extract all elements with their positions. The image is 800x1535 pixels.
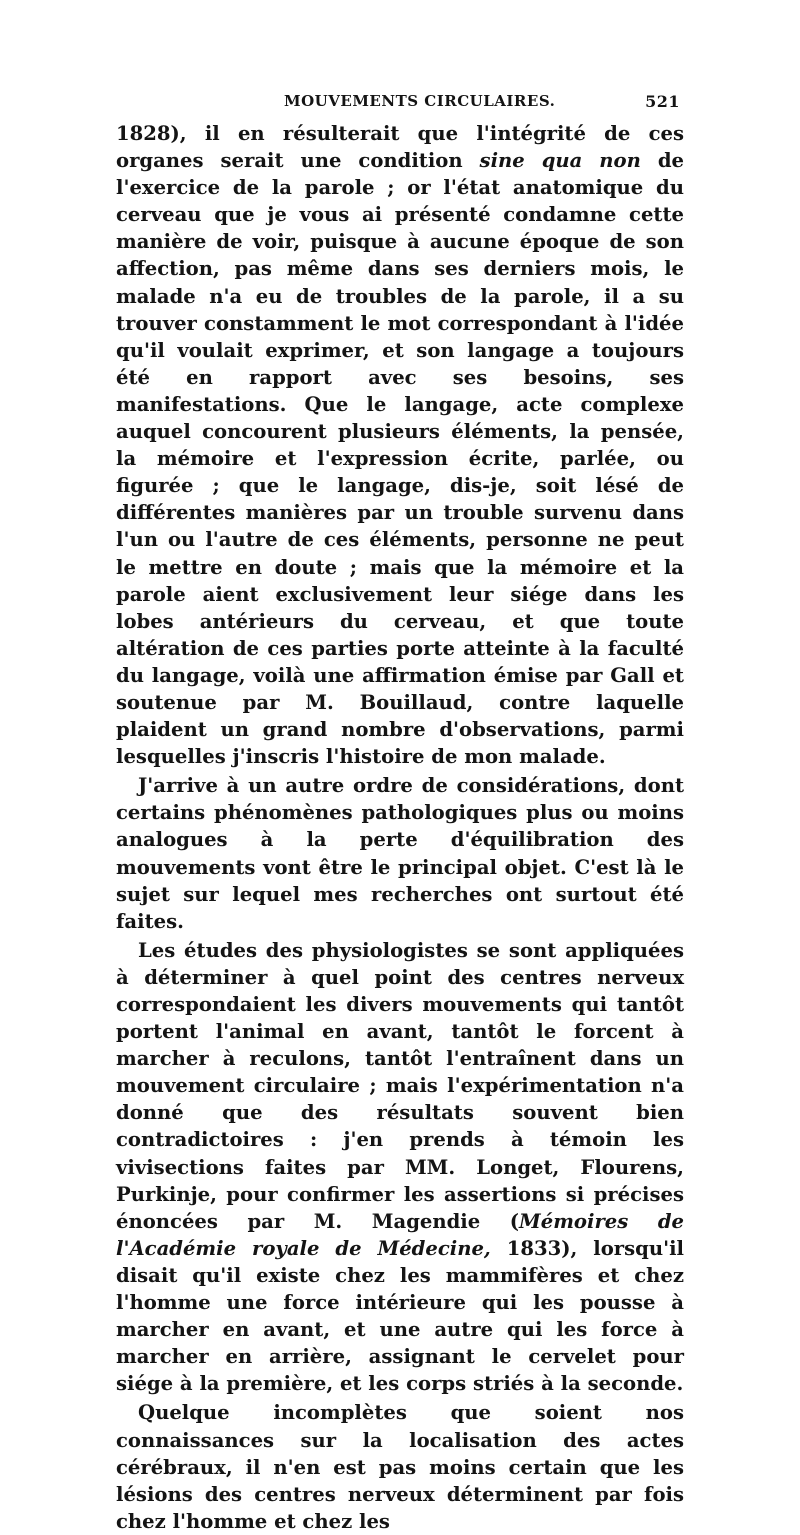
paragraph-3-part-2: 1833), lorsqu'il disait qu'il existe chez les mammifères et chez l'homme une force intérieure qui les pousse à marcher en avant, et une autre qui les force à marcher en arrière, assignant le cervelet pour siége à la première, et les corps striés à la seconde.	[116, 1236, 684, 1396]
running-head	[116, 92, 684, 116]
paragraph-4: Quelque incomplètes que soient nos connaissances sur la localisation des actes cérébraux, il n'en est pas moins certain que les lésions des centres nerveux déterminent par fois chez l'homme et chez les	[116, 1401, 684, 1533]
paragraph-2: J'arrive à un autre ordre de considérations, dont certains phénomènes pathologiques plus ou moins analogues à la perte d'équilibration des mouvements vont être le principal objet. C'est là le sujet sur lequel mes recherches ont surtout été faites.	[116, 774, 684, 933]
body-text	[116, 120, 684, 1535]
book-page	[116, 92, 684, 1533]
citation-title: Mémoires de l'Académie royale de Médecine,	[116, 1209, 684, 1260]
paragraph-1-part-1: 1828), il en résulterait que l'intégrité de ces organes serait une condition	[116, 122, 684, 173]
latin-phrase: sine qua non	[479, 149, 641, 173]
paragraph-3-part-1: Les études des physiologistes se sont appliquées à déterminer à quel point des centres nerveux correspondaient les divers mouvements qui tantôt portent l'animal en avant, tantôt le forcent à marcher à reculons, tantôt l'entraînent dans un mouvement circulaire ; mais l'expérimentation n'a donné que des résultats souvent bien contradictoires : j'en prends à témoin les vivisections faites par MM. Longet, Flourens, Purkinje, pour confirmer les assertions si précises énoncées par M. Magendie (	[116, 938, 684, 1233]
paragraph-3	[116, 937, 684, 1398]
running-title: MOUVEMENTS CIRCULAIRES.	[284, 92, 556, 110]
paragraph-1	[116, 120, 684, 770]
paragraph-1-part-2: de l'exercice de la parole ; or l'état anatomique du cerveau que je vous ai présenté condamne cette manière de voir, puisque à aucune époque de son affection, pas même dans ses derniers mois, le malade n'a eu de troubles de la parole, il a su trouver constamment le mot correspondant à l'idée qu'il voulait exprimer, et son langage a toujours été en rapport avec ses besoins, ses manifestations. Que le langage, acte complexe auquel concourent plusieurs éléments, la pensée, la mémoire et l'expression écrite, parlée, ou figurée ; que le langage, dis-je, soit lésé de différentes manières par un trouble survenu dans l'un ou l'autre de ces éléments, personne ne peut le mettre en doute ; mais que la mémoire et la parole aient exclusivement leur siége dans les lobes antérieurs du cerveau, et que toute altération de ces parties porte atteinte à la faculté du langage, voilà une affirmation émise par Gall et soutenue par M. Bouillaud, contre laquelle plaident un grand nombre d'observations, parmi lesquelles j'inscris l'histoire de mon malade.	[116, 149, 684, 769]
page-number: 521	[645, 92, 680, 111]
